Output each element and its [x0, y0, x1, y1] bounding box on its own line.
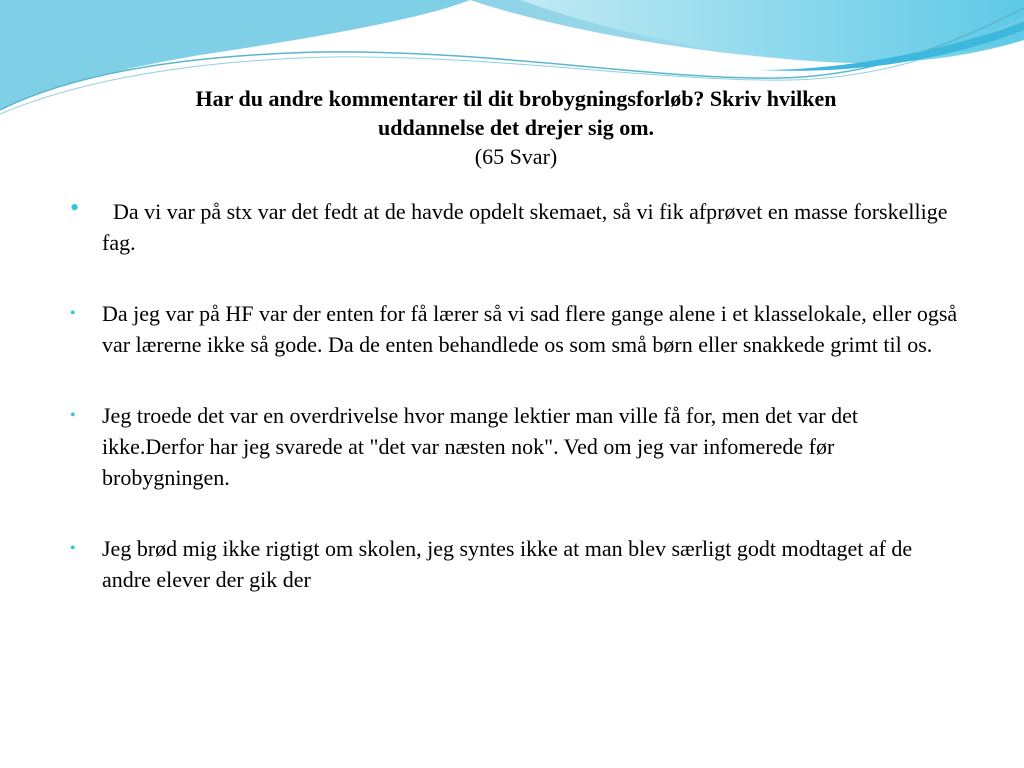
response-count: (65 Svar) — [474, 144, 558, 169]
list-item — [70, 298, 960, 360]
bullet-icon: • — [70, 193, 80, 222]
slide-title — [60, 84, 972, 171]
title-line-2: uddannelse det drejer sig om. — [377, 115, 655, 140]
list-item — [70, 400, 960, 493]
comment-text: Jeg brød mig ikke rigtigt om skolen, jeg syntes ikke at man blev særligt godt modtaget af de andre elever der gik der — [102, 536, 913, 592]
comment-text: Da vi var på stx var det fedt at de havde opdelt skemaet, så vi fik afprøvet en masse forskellige fag. — [102, 199, 953, 255]
comment-text: Da jeg var på HF var der enten for få lærer så vi sad flere gange alene i et klasselokale, eller også var lærerne ikke så gode. Da de enten behandlede os som små børn eller snakkede grimt til os. — [102, 301, 958, 357]
list-item — [70, 193, 960, 258]
bullet-icon: • — [70, 540, 76, 557]
bullet-icon: • — [70, 407, 76, 424]
bullet-icon: • — [70, 305, 76, 322]
comment-list — [70, 193, 960, 635]
list-item — [70, 533, 960, 595]
comment-text: Jeg troede det var en overdrivelse hvor mange lektier man ville få for, men det var det ikke.Derfor har jeg svarede at "det var næsten nok". Ved om jeg var infomerede før brobygningen. — [102, 403, 858, 490]
title-line-1: Har du andre kommentarer til dit brobygningsforløb? Skriv hvilken — [195, 86, 837, 111]
